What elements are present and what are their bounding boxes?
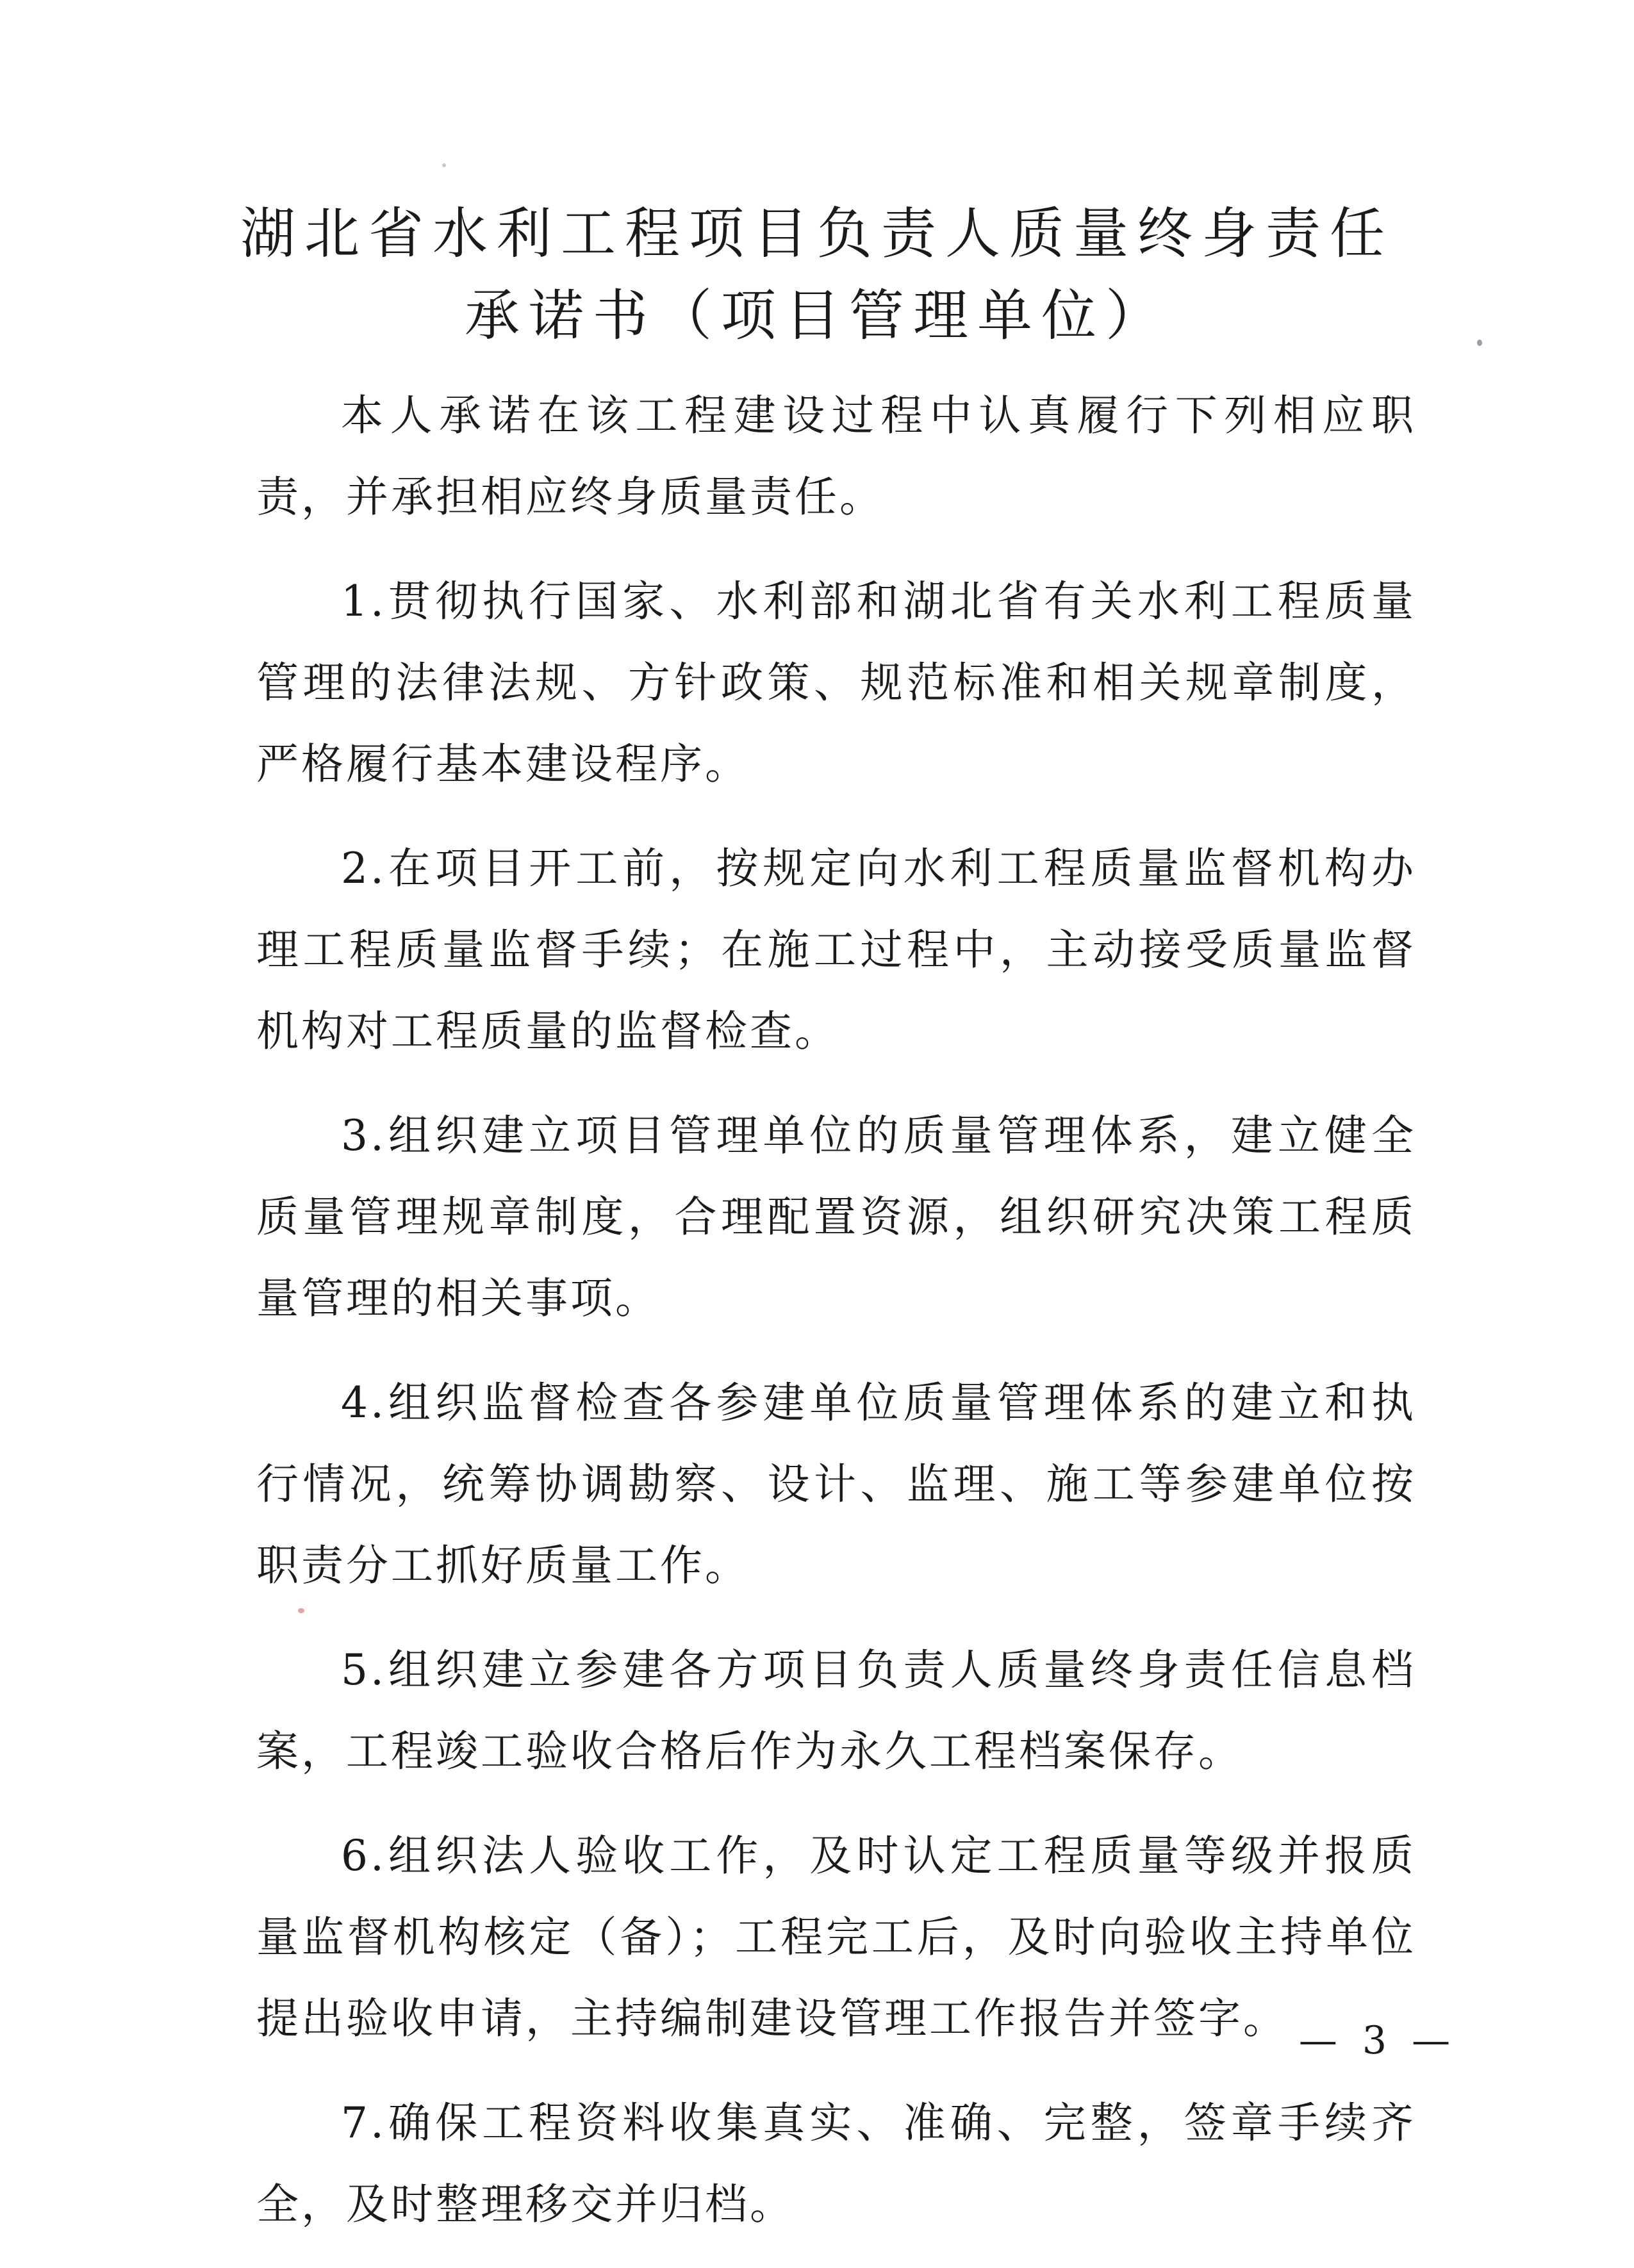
clause-3: 3.组织建立项目管理单位的质量管理体系，建立健全质量管理规章制度，合理配置资源，组织研究决策工程质量管理的相关事项。 bbox=[256, 1111, 1416, 1323]
scan-speck bbox=[1477, 340, 1482, 346]
page-number: — 3 — bbox=[1298, 2018, 1457, 2063]
intro-paragraph: 本人承诺在该工程建设过程中认真履行下列相应职责，并承担相应终身质量责任。 bbox=[256, 391, 1416, 522]
document-body bbox=[256, 375, 1416, 2268]
clause-6: 6.组织法人验收工作，及时认定工程质量等级并报质量监督机构核定（备）；工程完工后，及时向验收主持单位提出验收申请，主持编制建设管理工作报告并签字。 bbox=[256, 1831, 1416, 2043]
clause-7: 7.确保工程资料收集真实、准确、完整，签章手续齐全，及时整理移交并归档。 bbox=[256, 2098, 1416, 2229]
clause-5: 5.组织建立参建各方项目负责人质量终身责任信息档案，工程竣工验收合格后作为永久工程档案保存。 bbox=[256, 1645, 1416, 1776]
clause-1: 1.贯彻执行国家、水利部和湖北省有关水利工程质量管理的法律法规、方针政策、规范标准和相关规章制度，严格履行基本建设程序。 bbox=[256, 577, 1416, 789]
scan-speck bbox=[298, 1608, 304, 1613]
document-title-line-2: 承诺书（项目管理单位） bbox=[465, 284, 1169, 348]
clause-4: 4.组织监督检查各参建单位质量管理体系的建立和执行情况，统筹协调勘察、设计、监理、施工等参建单位按职责分工抓好质量工作。 bbox=[256, 1378, 1416, 1590]
scan-speck bbox=[442, 163, 446, 167]
document-title-line-1: 湖北省水利工程项目负责人质量终身责任 bbox=[240, 202, 1394, 266]
clause-2: 2.在项目开工前，按规定向水利工程质量监督机构办理工程质量监督手续；在施工过程中，主动接受质量监督机构对工程质量的监督检查。 bbox=[256, 844, 1416, 1056]
